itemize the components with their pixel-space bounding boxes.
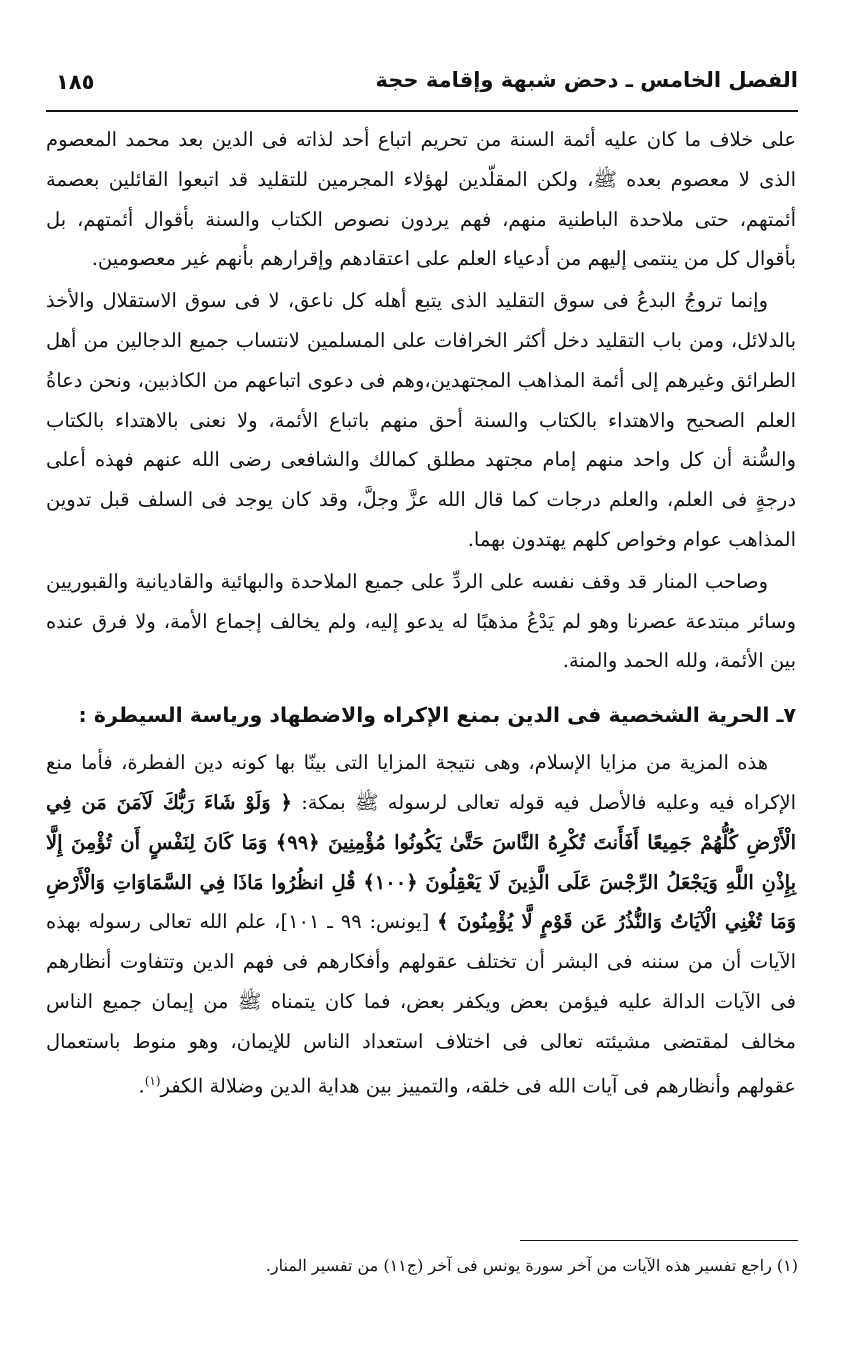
- page-number: ١٨٥: [56, 70, 95, 94]
- quran-verses: ﴿ وَلَوْ شَاءَ رَبُّكَ لَآمَنَ مَن فِي الْأَرْضِ كُلُّهُمْ جَمِيعًا أَفَأَنتَ تُكْرِهُ النَّاسَ حَتَّىٰ يَكُونُوا مُؤْمِنِينَ ﴿٩٩﴾ وَمَا كَانَ لِنَفْسٍ أَن تُؤْمِنَ إِلَّا بِإِذْنِ اللَّهِ وَيَجْعَلُ الرِّجْسَ عَلَى الَّذِينَ لَا يَعْقِلُونَ ﴿١٠٠﴾ قُلِ انظُرُوا مَاذَا فِي السَّمَاوَاتِ وَالْأَرْضِ وَمَا تُغْنِي الْآيَاتُ وَالنُّذُرُ عَن قَوْمٍ لَّا يُؤْمِنُونَ ﴾: [46, 790, 796, 934]
- footnote-marker: (١): [144, 1073, 161, 1088]
- section-intro: هذه المزية من مزايا الإسلام، وهى نتيجة المزايا التى بينّا بها كونه دين الفطرة، فأما منع الإكراه فيه وعليه فالأصل فيه قوله تعالى لرسوله ﷺ بمكة:: [46, 751, 796, 814]
- end-mark: .: [138, 1074, 145, 1098]
- running-title: الفصل الخامس ـ دحض شبهة وإقامة حجة: [375, 68, 798, 92]
- header-rule: [46, 110, 798, 112]
- paragraph-3: وصاحب المنار قد وقف نفسه على الردِّ على جميع الملاحدة والبهائية والقاديانية والقبوريين وسائر مبتدعة عصرنا وهو لم يَدْعُ مذهبًا له يدعو إليه، ولم يخالف إجماع الأمة، ولا فرق عنده بين الأئمة، ولله الحمد والمنة.: [46, 569, 796, 673]
- section-heading: ٧ـ الحرية الشخصية فى الدين بمنع الإكراه والاضطهاد ورياسة السيطرة :: [78, 703, 796, 728]
- paragraph-1: على خلاف ما كان عليه أئمة السنة من تحريم اتباع أحد لذاته فى الدين بعد محمد المعصوم الذى لا معصوم بعده ﷺ، ولكن المقلّدين لهؤلاء المجرمين للتقليد قد اتبعوا القائلين بعصمة أئمتهم، حتى ملاحدة الباطنية منهم، فهم يردون نصوص الكتاب والسنة بأقوال أئمتهم، بل بأقوال كل من ينتمى إليهم من أدعياء العلم على اعتقادهم وإقرارهم بأنهم غير معصومين.: [46, 128, 796, 271]
- section-paragraph: [46, 743, 796, 1106]
- footnote-rule: [520, 1240, 798, 1241]
- page-header: [46, 62, 798, 106]
- section-after: [يونس: ٩٩ ـ ١٠١]، علم الله تعالى رسوله بهذه الآيات أن من سننه فى البشر أن تختلف عقولهم وأفكارهم فى فهم الدين وتتفاوت أنظارهم فى الآيات الدالة عليه فيؤمن بعض ويكفر بعض، فما كان يتمناه ﷺ من إيمان جميع الناس مخالف لمقتضى مشيئته تعالى فى اختلاف استعداد الناس للإيمان، وهو منوط باستعمال عقولهم وأنظارهم فى آيات الله فى خلقه، والتمييز بين هداية الدين وضلالة الكفر: [46, 910, 796, 1098]
- paragraph-2: وإنما تروجُ البدعُ فى سوق التقليد الذى يتبع أهله كل ناعق، لا فى سوق الاستقلال والأخذ بالدلائل، ومن باب التقليد دخل أكثر الخرافات على المسلمين لانتساب جميع الدجالين من أهل الطرائق وغيرهم إلى أئمة المذاهب المجتهدين،وهم فى دعوى اتباعهم من الكاذبين، ونحن دعاةُ العلم الصحيح والاهتداء بالكتاب والسنة أحق منهم باتباع الأئمة، ولا نعنى بالاهتداء بالكتاب والسُّنة أن كل واحد منهم إمام مجتهد مطلق كمالك والشافعى رضى الله عنهم فهذه أعلى درجةٍ فى العلم، والعلم درجات كما قال الله عزَّ وجلَّ، وقد كان يوجد فى السلف قبل تدوين المذاهب عوام وخواص كلهم يهتدون بهما.: [46, 289, 796, 551]
- body-text: [46, 120, 796, 1106]
- footnote: (١) راجع تفسير هذه الآيات من آخر سورة يونس فى آخر (ج١١) من تفسير المنار.: [265, 1256, 798, 1275]
